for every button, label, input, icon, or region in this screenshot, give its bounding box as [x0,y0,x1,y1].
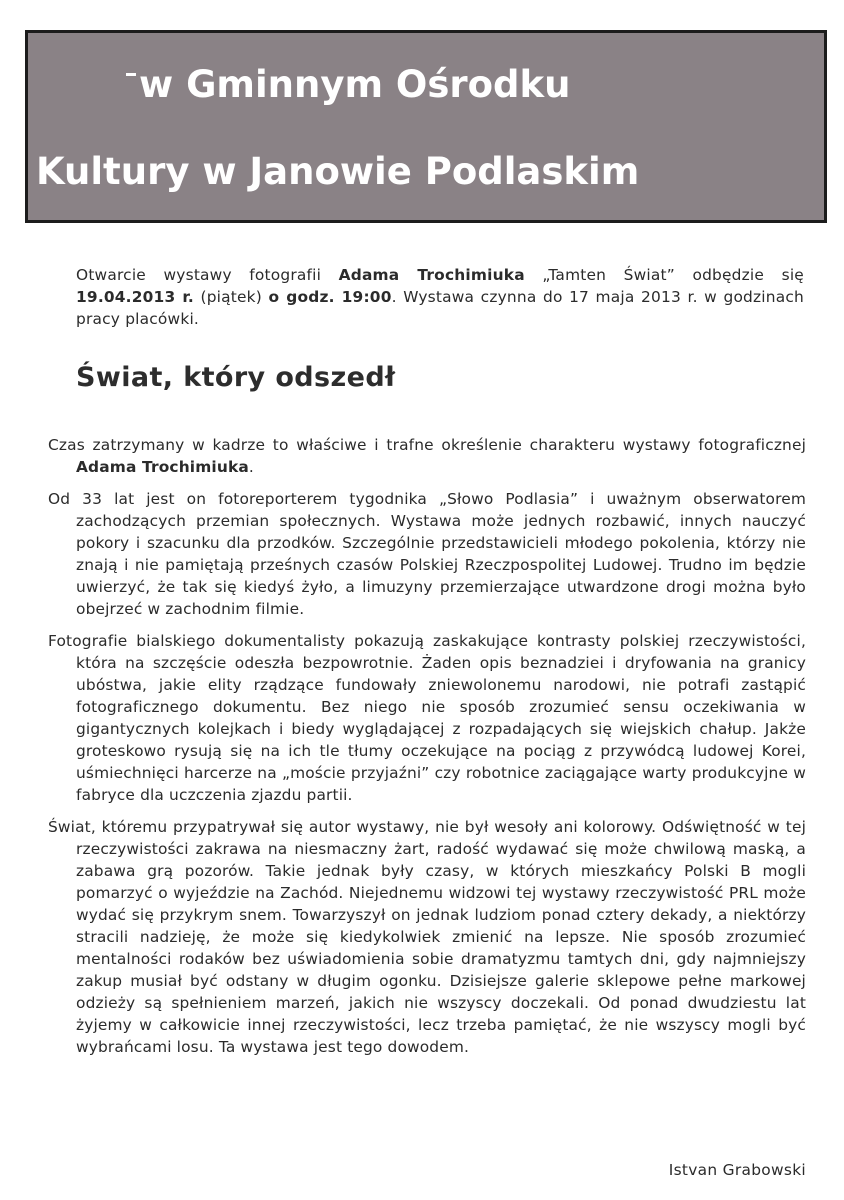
banner-dash-mark [126,73,136,76]
artist-name: Adama Trochimiuka [338,266,525,284]
intro-text: „Tamten Świat” odbędzie się [524,266,804,284]
body-paragraph-4: Świat, któremu przypatrywał się autor wystawy, nie był wesoły ani kolorowy. Odświętność w tej rzeczywistości zakrawa na niesmaczny żart, radość wydawać się może chwilową maską, a zabawa grą pozorów. Takie jednak były czasy, w których mieszkańcy Polski B mogli pomarzyć o wyjeździe na Zachód. Niejednemu widzowi tej wystawy rzeczywistość PRL może wydać się przykrym snem. Towarzyszył on jednak ludziom ponad cztery dekady, a niektórzy stracili nadzieję, że może się kiedykolwiek zmienić na lepsze. Nie sposób zrozumieć mentalności rodaków bez uświadomienia sobie dramatyzmu tamtych dni, gdy najmniejszy zakup musiał być odstany w długim ogonku. Dzisiejsze galerie sklepowe pełne markowej odzieży są spełnieniem marzeń, jakich nie wszyscy doczekali. Od ponad dwudziestu lat żyjemy w całkowicie innej rzeczywistości, lecz trzeba pamiętać, że nie wszyscy mogli być wybrańcami losu. Ta wystawa jest tego dowodem. [48,818,806,1056]
event-time: o godz. 19:00 [268,288,392,306]
author-signature: Istvan Grabowski [668,1161,806,1179]
paragraph-text: . [248,458,254,476]
body-paragraph-1 [48,434,806,478]
banner-title-line-1: w Gminnym Ośrodku [139,63,571,106]
intro-paragraph [76,264,804,330]
intro-text: (piątek) [193,288,269,306]
article-body [48,434,806,1068]
intro-text: Otwarcie wystawy fotografii [76,266,339,284]
artist-name-bold: Adama Trochimiuka [76,458,249,476]
article-heading: Świat, który odszedł [76,362,396,393]
header-banner [25,30,827,223]
paragraph-text: Czas zatrzymany w kadrze to właściwe i trafne określenie charakteru wystawy fotograficznej [48,436,806,454]
body-paragraph-2: Od 33 lat jest on fotoreporterem tygodnika „Słowo Podlasia” i uważnym obserwatorem zachodzących przemian społecznych. Wystawa może jednych rozbawić, innych nauczyć pokory i szacunku dla przodków. Szczególnie przedstawicieli młodego pokolenia, którzy nie znają i nie pamiętają prześnych czasów Polskiej Rzeczpospolitej Ludowej. Trudno im będzie uwierzyć, że tak się kiedyś żyło, a limuzyny przemierzające utwardzone drogi można było obejrzeć w zachodnim filmie. [48,490,806,618]
body-paragraph-3: Fotografie bialskiego dokumentalisty pokazują zaskakujące kontrasty polskiej rzeczywistości, która na szczęście odeszła bezpowrotnie. Żaden opis beznadziei i dryfowania na granicy ubóstwa, jakie elity rządzące fundowały zniewolonemu narodowi, nie potrafi zastąpić fotograficznego dokumentu. Bez niego nie sposób zrozumieć sensu oczekiwania w gigantycznych kolejkach i biedy wyglądającej z rozpadających się wiejskich chałup. Jakże groteskowo rysują się na ich tle tłumy oczekujące na pociąg z przywódcą ludowej Korei, uśmiechnięci harcerze na „moście przyjaźni” czy robotnice zaciągające warty produkcyjne w fabryce dla uczczenia zjazdu partii. [48,632,806,804]
intro-text: . Wystawa czynna do 17 maja 2013 r. w godzinach pracy placówki. [76,288,804,328]
banner-title-line-2: Kultury w Janowie Podlaskim [36,150,640,193]
event-date: 19.04.2013 r. [76,288,194,306]
